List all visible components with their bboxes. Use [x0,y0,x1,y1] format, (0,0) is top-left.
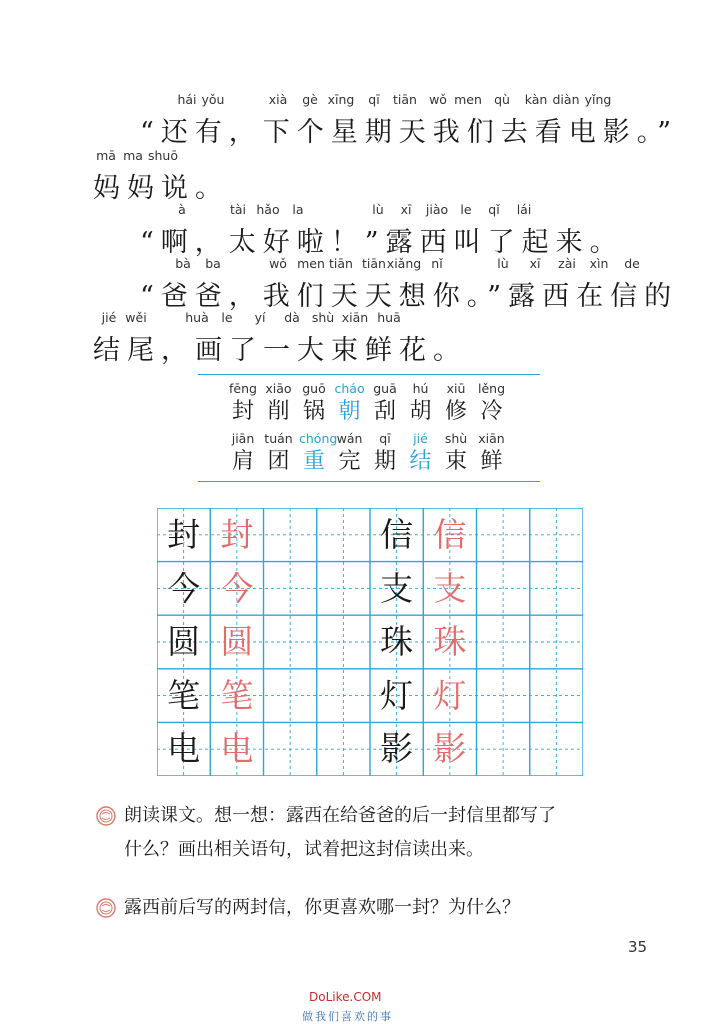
pinyin-syllable: shuō [147,148,179,163]
passage-text: “啊，太好啦！”露西叫了起来。 [140,227,624,258]
seal-icon [96,806,116,826]
tracing-character: 封 [220,515,254,554]
vocab-character: 肩 [231,449,254,474]
vocab-character: 封 [231,399,254,424]
vocab-row [228,430,518,478]
pinyin-syllable: lù [372,202,384,217]
vocab-item [441,430,471,476]
vocab-item [370,380,400,426]
pinyin-syllable: wǒ [429,92,447,107]
pinyin-syllable: wěi [125,310,147,325]
pinyin-syllable: qù [494,92,510,107]
pinyin-syllable: huā [377,310,401,325]
vocab-character: 完 [338,449,361,474]
vocab-item [477,430,507,476]
vocab-pinyin: shù [444,431,468,446]
seal-icon [96,898,116,918]
vocab-item [477,380,507,426]
vocab-item [406,430,436,476]
pinyin-syllable: xià [268,92,288,107]
vocab-character: 锅 [302,399,325,424]
pinyin-syllable: shù [311,310,335,325]
vocab-item [370,430,400,476]
watermark-slogan: 做我们喜欢的事 [302,1010,393,1023]
pinyin-syllable: nǐ [431,256,443,271]
pinyin-syllable: xiān [341,310,369,325]
vocab-pinyin: hú [412,381,429,396]
exercise-text: 什么？画出相关语句，试着把这封信读出来。 [124,839,484,860]
tracing-character: 电 [220,729,254,769]
vocab-item [335,430,365,476]
pinyin-syllable: wǒ [269,256,287,271]
pinyin-syllable: yǐng [584,92,612,107]
vocab-item [441,380,471,426]
vocab-pinyin: lěng [477,381,506,396]
exercise-text: 朗读课文。想一想：露西在给爸爸的后一封信里都写了 [124,805,556,826]
pinyin-syllable: zài [558,256,576,271]
tracing-character: 今 [220,568,254,608]
pinyin-syllable: diàn [552,92,580,107]
vocab-character: 刮 [373,399,396,424]
pinyin-syllable: huà [185,310,209,325]
vocab-item [264,430,294,476]
vocab-pinyin: qī [379,431,391,446]
pinyin-syllable: tài [229,202,247,217]
passage-text: 妈妈说。 [93,173,229,204]
pinyin-syllable: ma [123,148,143,163]
vocab-pinyin: guō [302,381,326,396]
passage-line-3 [0,202,720,258]
vocab-item [228,380,258,426]
passage-text: 结尾，画了一大束鲜花。 [93,335,467,366]
tracing-character: 信 [433,515,467,554]
vocab-bottom-rule [198,481,540,482]
passage-line-2 [0,148,720,204]
pinyin-syllable: le [460,202,472,217]
pinyin-syllable: yí [254,310,266,325]
vocab-pinyin: guā [373,381,397,396]
passage-line-5 [0,310,720,366]
vocab-character: 重 [302,449,325,474]
pinyin-syllable: xī [400,202,412,217]
vocab-pinyin: chóng [299,431,338,446]
pinyin-syllable: ba [205,256,221,271]
model-character: 封 [167,515,201,554]
model-character: 灯 [380,675,414,715]
pinyin-syllable: kàn [524,92,548,107]
tracing-character: 圆 [220,622,254,662]
pinyin-syllable: lái [516,202,532,217]
pinyin-syllable: hái [177,92,197,107]
model-character: 支 [380,568,414,608]
exercise-2 [96,891,656,925]
vocab-item [264,380,294,426]
pinyin-syllable: xìn [589,256,609,271]
vocab-pinyin: xiāo [265,381,292,396]
watermark-brand: DoLike.COM [309,990,382,1004]
vocab-character: 鲜 [480,449,503,474]
vocab-item [406,380,436,426]
vocab-pinyin: cháo [334,381,365,396]
vocab-item [299,430,338,476]
vocab-character: 团 [267,449,290,474]
pinyin-syllable: mā [96,148,116,163]
vocab-character: 胡 [409,399,432,424]
vocab-pinyin: fēng [229,381,257,396]
pinyin-syllable: xiǎng [386,256,422,271]
model-character: 今 [167,568,201,608]
model-character: 珠 [380,622,414,662]
pinyin-syllable: dà [284,310,300,325]
vocab-character: 结 [409,449,432,474]
pinyin-syllable: lù [497,256,509,271]
model-character: 电 [167,729,201,769]
pinyin-syllable: le [221,310,233,325]
vocab-character: 冷 [480,399,503,424]
model-character: 信 [380,515,414,554]
pinyin-syllable: de [624,256,640,271]
vocab-item [228,430,258,476]
vocab-row [228,380,518,428]
passage-line-1 [0,92,720,148]
vocab-item [299,380,329,426]
vocab-pinyin: wán [336,431,363,446]
vocab-pinyin: xiān [478,431,505,446]
pinyin-syllable: men [454,92,482,107]
pinyin-syllable: à [178,202,186,217]
model-character: 圆 [167,622,201,662]
pinyin-syllable: qī [368,92,380,107]
pinyin-syllable: xīng [327,92,355,107]
vocab-character: 朝 [338,399,361,424]
vocab-character: 束 [444,449,467,474]
vocab-character: 期 [373,449,396,474]
passage-line-4 [0,256,720,312]
page-number: 35 [628,938,648,956]
pinyin-syllable: qǐ [488,202,500,217]
exercise-text: 露西前后写的两封信，你更喜欢哪一封？为什么？ [124,897,520,918]
tracing-character: 影 [433,729,467,769]
vocab-item [335,380,365,426]
pinyin-syllable: xī [529,256,541,271]
pinyin-syllable: tiān [362,256,386,271]
model-character: 笔 [167,675,201,715]
pinyin-syllable: yǒu [201,92,225,107]
character-writing-grid [157,508,583,776]
passage-text: “还有，下个星期天我们去看电影。” [140,117,679,148]
tracing-character: 笔 [220,675,254,715]
pinyin-syllable: gè [302,92,318,107]
pinyin-syllable: jié [101,310,117,325]
pinyin-syllable: tiān [329,256,353,271]
tracing-character: 珠 [433,622,467,662]
vocab-character: 削 [267,399,290,424]
vocab-pinyin: xiū [446,381,466,396]
pinyin-syllable: men [297,256,325,271]
pinyin-syllable: jiào [425,202,449,217]
vocab-pinyin: tuán [264,431,293,446]
tracing-character: 支 [433,568,467,608]
pinyin-syllable: bà [175,256,191,271]
vocab-pinyin: jié [413,431,428,446]
vocab-top-rule [198,374,540,375]
pinyin-syllable: tiān [393,92,417,107]
model-character: 影 [380,729,414,769]
vocab-pinyin: jiān [231,431,255,446]
exercise-1 [96,799,656,869]
pinyin-syllable: la [292,202,304,217]
pinyin-syllable: hǎo [256,202,280,217]
tracing-character: 灯 [433,675,467,715]
passage-text: “爸爸，我们天天想你。”露西在信的 [140,281,679,312]
vocab-character: 修 [444,399,467,424]
